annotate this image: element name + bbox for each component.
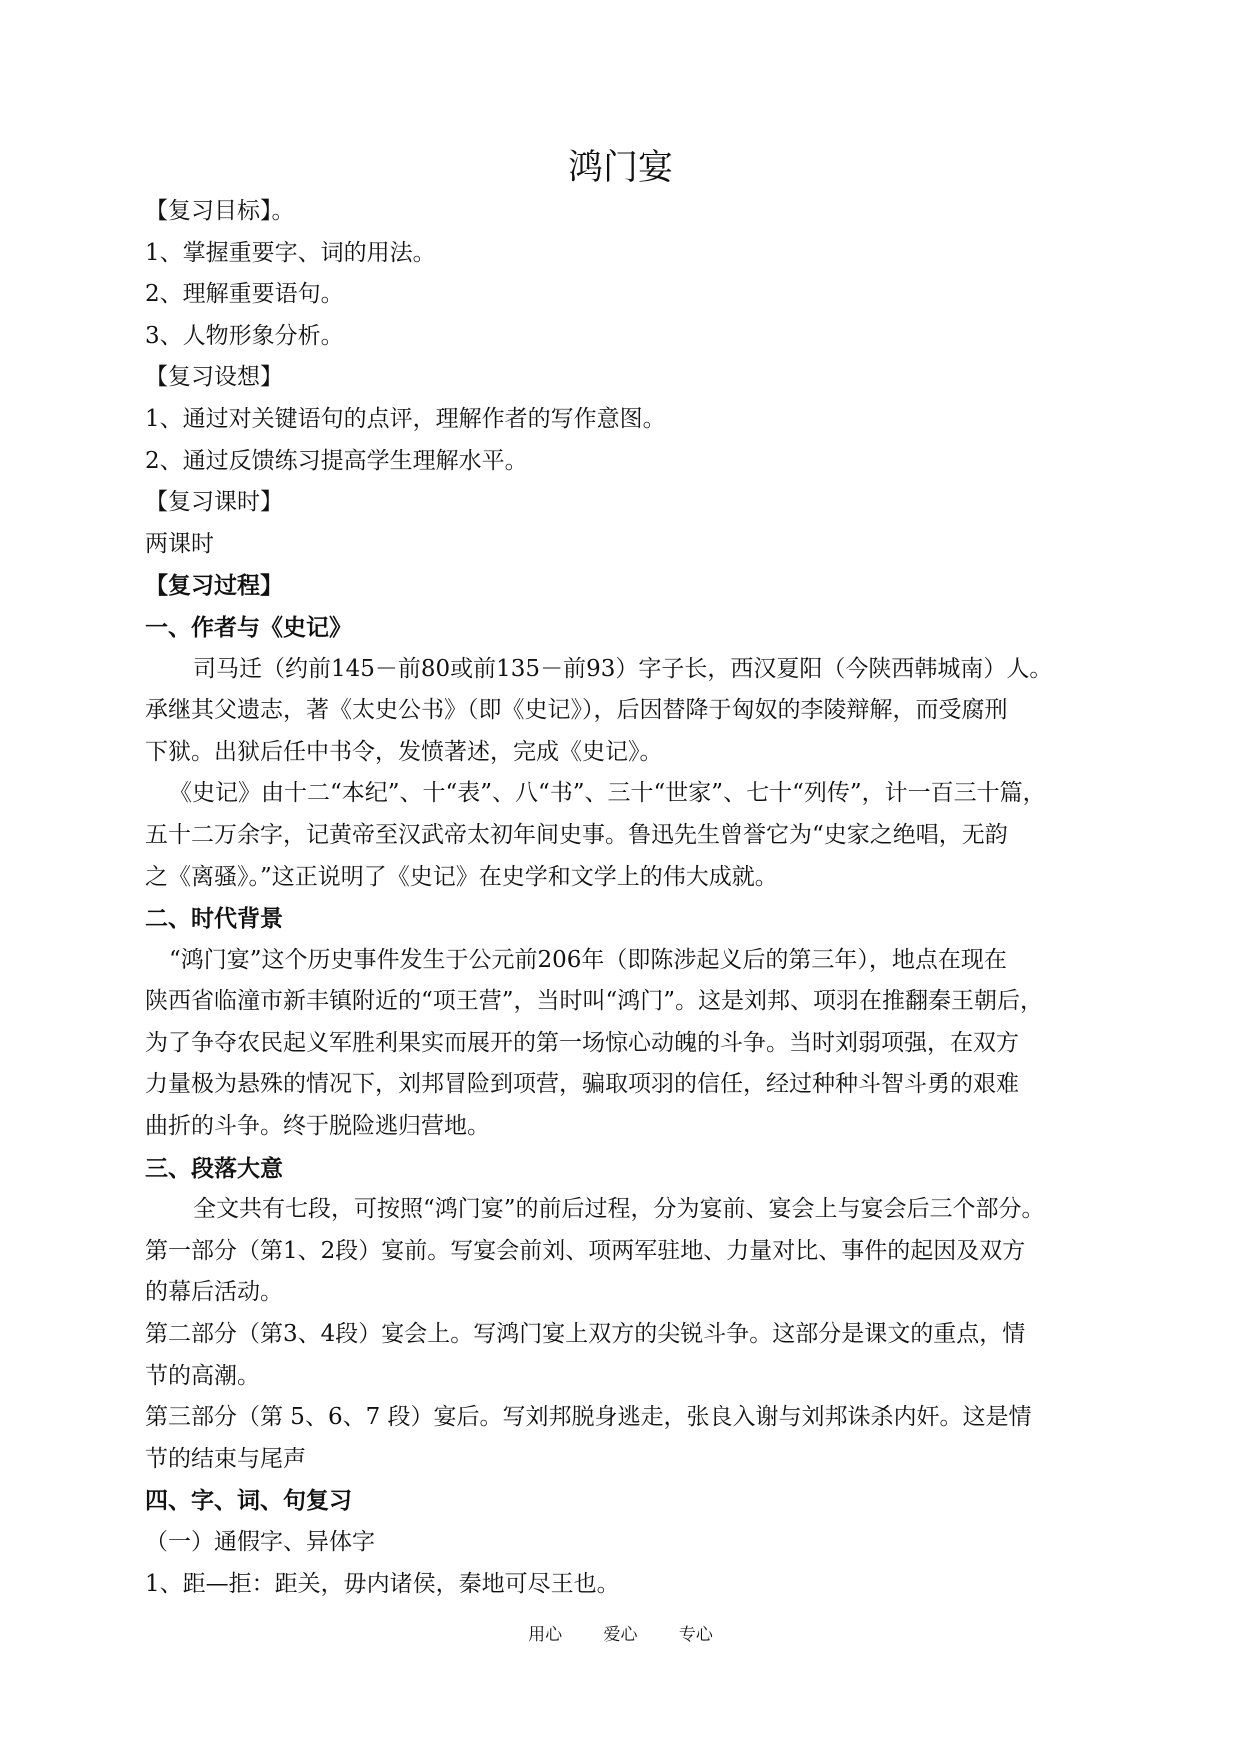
- paragraph-line: 司马迁（约前145－前80或前135－前93）字子长，西汉夏阳（今陕西韩城南）人。: [193, 655, 1053, 682]
- section-heading: 一、作者与《史记》: [145, 613, 352, 641]
- paragraph-line: 2、通过反馈练习提高学生理解水平。: [145, 447, 528, 474]
- paragraph-line: 两课时: [145, 530, 214, 557]
- section-heading: 三、段落大意: [145, 1154, 283, 1182]
- paragraph-line: 《史记》由十二“本纪”、十“表”、八“书”、三十“世家”、七十“列传”，计一百三十篇，: [169, 780, 1046, 807]
- paragraph-line: 1、掌握重要字、词的用法。: [145, 239, 436, 266]
- paragraph-line: 1、通过对关键语句的点评，理解作者的写作意图。: [145, 405, 666, 432]
- paragraph-line: 下狱。出狱后任中书令，发愤著述，完成《史记》。: [145, 738, 663, 765]
- paragraph-line: 陕西省临潼市新丰镇附近的“项王营”，当时叫“鸿门”。这是刘邦、项羽在推翻秦王朝后，: [145, 988, 1044, 1015]
- paragraph-line: 3、人物形象分析。: [145, 322, 344, 349]
- paragraph-line: 为了争夺农民起义军胜利果实而展开的第一场惊心动魄的斗争。当时刘弱项强，在双方: [145, 1029, 1019, 1056]
- paragraph-line: 力量极为悬殊的情况下，刘邦冒险到项营，骗取项羽的信任，经过种种斗智斗勇的艰难: [145, 1071, 1019, 1098]
- paragraph-line: 第二部分（第3、4段）宴会上。写鸿门宴上双方的尖锐斗争。这部分是课文的重点，情: [145, 1321, 1026, 1348]
- section-heading: 【复习设想】: [145, 364, 283, 391]
- section-heading: 二、时代背景: [145, 905, 283, 933]
- paragraph-line: 的幕后活动。: [145, 1279, 283, 1306]
- paragraph-line: 第一部分（第1、2段）宴前。写宴会前刘、项两军驻地、力量对比、事件的起因及双方: [145, 1237, 1026, 1264]
- paragraph-line: 曲折的斗争。终于脱险逃归营地。: [145, 1113, 490, 1140]
- document-title: 鸿门宴: [567, 148, 673, 188]
- paragraph-line: 全文共有七段，可按照“鸿门宴”的前后过程，分为宴前、宴会上与宴会后三个部分。: [193, 1196, 1045, 1223]
- paragraph-line: 2、理解重要语句。: [145, 281, 344, 308]
- subsection-heading: （一）通假字、异体字: [145, 1529, 375, 1555]
- section-heading: 【复习目标】。: [145, 198, 295, 224]
- paragraph-line: 节的高潮。: [145, 1362, 260, 1389]
- paragraph-line: 五十二万余字，记黄帝至汉武帝太初年间史事。鲁迅先生曾誉它为“史家之绝唱，无韵: [145, 821, 1008, 848]
- paragraph-line: 之《离骚》。”这正说明了《史记》在史学和文学上的伟大成就。: [145, 863, 778, 890]
- section-heading: 【复习过程】: [145, 572, 283, 600]
- section-heading: 【复习课时】: [145, 489, 283, 516]
- paragraph-line: “鸿门宴”这个历史事件发生于公元前206年（即陈涉起义后的第三年），地点在现在: [169, 946, 1007, 973]
- paragraph-line: 节的结束与尾声: [145, 1445, 306, 1472]
- paragraph-line: 承继其父遗志，著《太史公书》（即《史记》），后因替降于匈奴的李陵辩解，而受腐刑: [145, 697, 1008, 724]
- section-heading: 四、字、词、句复习: [145, 1487, 352, 1515]
- footer-word: 专心: [678, 1625, 713, 1645]
- footer-word: 用心: [528, 1625, 563, 1645]
- page-footer: [0, 1620, 1241, 1645]
- footer-word: 爱心: [603, 1625, 638, 1645]
- paragraph-line: 1、距—拒：距关，毋内诸侯，秦地可尽王也。: [145, 1570, 620, 1597]
- paragraph-line: 第三部分（第 5、6、7 段）宴后。写刘邦脱身逃走，张良入谢与刘邦诛杀内奸。这是情: [145, 1404, 1032, 1431]
- document-body: [145, 191, 1095, 1605]
